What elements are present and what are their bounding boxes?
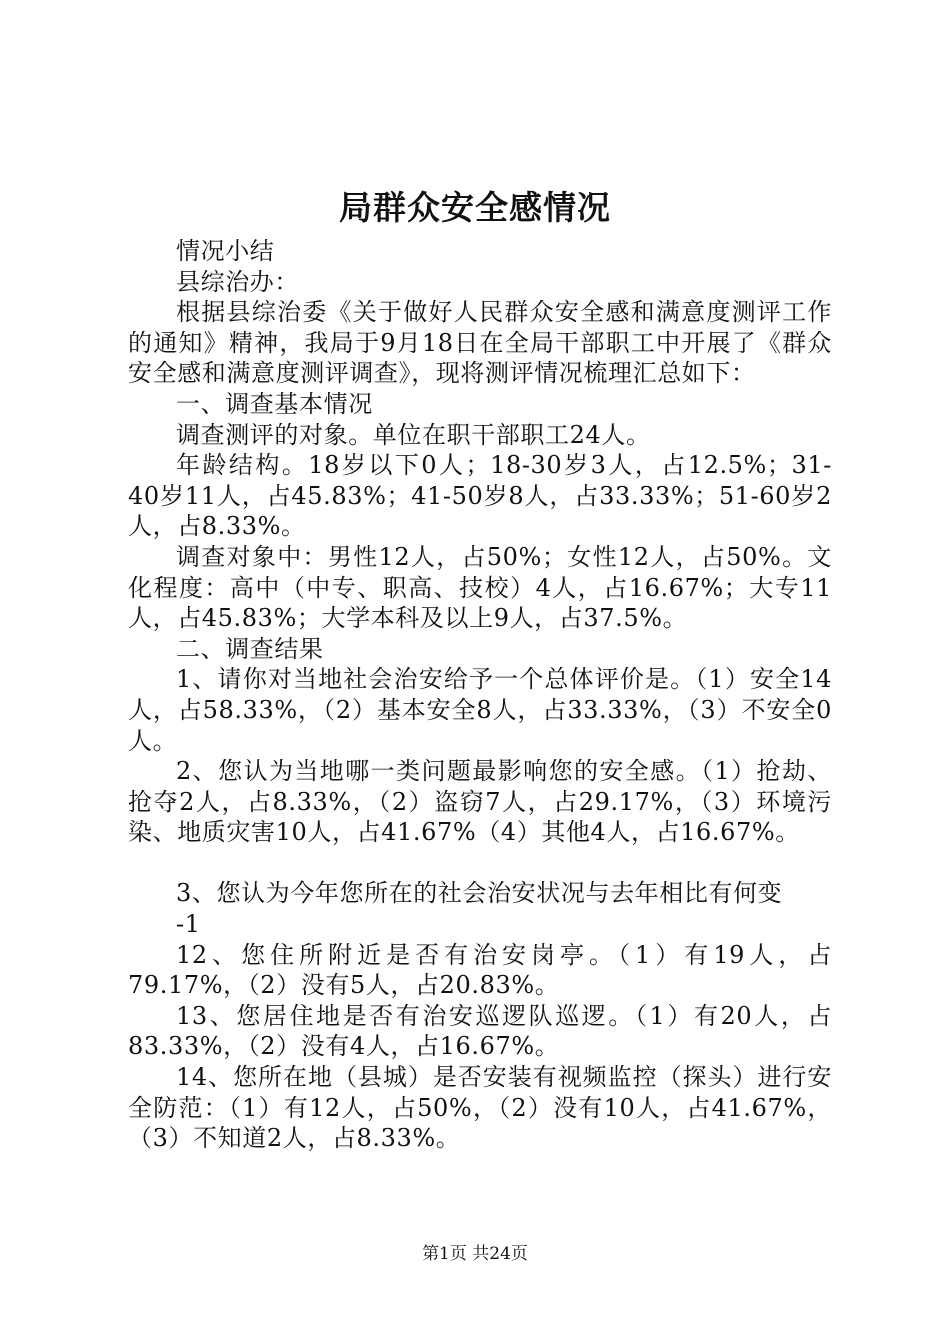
paragraph-recipient: 县综治办： xyxy=(176,267,299,296)
section-heading-basic-info: 一、调查基本情况 xyxy=(176,389,373,418)
paragraph-result-1: 1、请你对当地社会治安给予一个总体评价是。（1）安全14人，占58.33%，（2）基本安全8人，占33.33%，（3）不安全0人。 xyxy=(128,665,832,755)
document-title: 局群众安全感情况 xyxy=(339,188,611,227)
section-heading-results: 二、调查结果 xyxy=(176,634,324,663)
page-break-marker: -1 xyxy=(176,910,201,939)
paragraph-result-13: 13、您居住地是否有治安巡逻队巡逻。（1）有20人，占83.33%，（2）没有4人，占16.67%。 xyxy=(128,1001,832,1061)
paragraph-survey-subjects: 调查测评的对象。单位在职干部职工24人。 xyxy=(176,420,651,449)
paragraph-summary-heading: 情况小结 xyxy=(176,237,275,265)
paragraph-gender-education: 调查对象中：男性12人，占50%；女性12人，占50%。文化程度：高中（中专、职高、技校）4人，占16.67%；大专11人，占45.83%；大学本科及以上9人，占37.5%。 xyxy=(128,542,832,633)
paragraph-intro: 根据县综治委《关于做好人民群众安全感和满意度测评工作的通知》精神，我局于9月18日在全局干部职工中开展了《群众安全感和满意度测评调查》，现将测评情况梳理汇总如下： xyxy=(128,298,832,388)
paragraph-age-structure: 年龄结构。18岁以下0人；18-30岁3人，占12.5%；31-40岁11人，占45.83%；41-50岁8人，占33.33%；51-60岁2人，占8.33%。 xyxy=(128,451,832,541)
document-body xyxy=(128,236,832,1154)
blank-line xyxy=(128,848,832,879)
page-footer: 第1页 共24页 xyxy=(422,1244,528,1264)
paragraph-result-2: 2、您认为当地哪一类问题最影响您的安全感。（1）抢劫、抢夺2人，占8.33%，（2）盗窃7人，占29.17%，（3）环境污染、地质灾害10人，占41.67%（4）其他4人，占16.67%。 xyxy=(128,757,832,847)
paragraph-result-14: 14、您所在地（县城）是否安装有视频监控（探头）进行安全防范：（1）有12人，占50%，（2）没有10人，占41.67%，（3）不知道2人，占8.33%。 xyxy=(128,1063,832,1153)
paragraph-result-3: 3、您认为今年您所在的社会治安状况与去年相比有何变 xyxy=(176,879,783,908)
paragraph-result-12: 12、您住所附近是否有治安岗亭。（1）有19人，占79.17%，（2）没有5人，占20.83%。 xyxy=(128,940,832,1000)
